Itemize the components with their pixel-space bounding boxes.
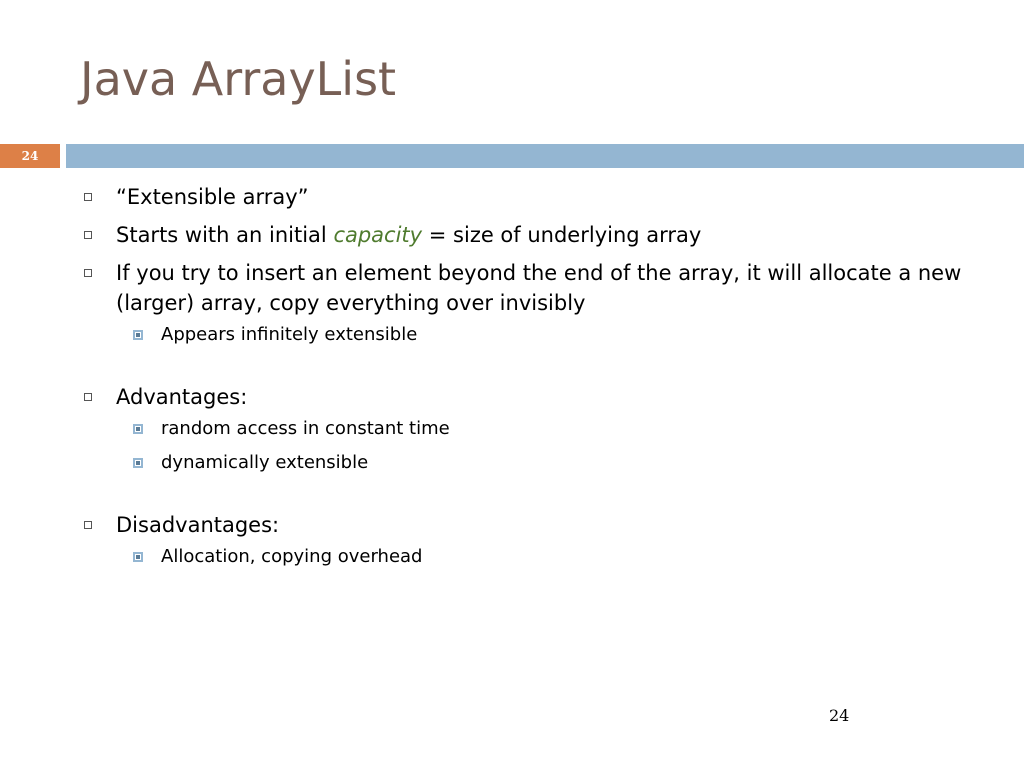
sub-bullet-dynamically-extensible: [161, 450, 980, 476]
bullet-text-suffix: = size of underlying array: [422, 223, 702, 247]
sub-bullet-square-icon: [133, 330, 143, 340]
sub-bullet-square-icon: [133, 458, 143, 468]
capacity-term: capacity: [333, 223, 423, 247]
bullet-square-icon: [84, 521, 92, 529]
bullet-initial-capacity: [80, 220, 980, 250]
sub-bullet-random-access: [161, 416, 980, 442]
bullet-text: “Extensible array”: [116, 185, 309, 209]
sub-bullet-list: [116, 544, 980, 570]
bullet-text: If you try to insert an element beyond the end of the array, it will allocate a new (larger) array, copy everything over invisibly: [116, 261, 962, 315]
bullet-text: Advantages:: [116, 385, 248, 409]
bullet-square-icon: [84, 269, 92, 277]
sub-bullet-text: Appears infinitely extensible: [161, 324, 418, 345]
sub-bullet-text: random access in constant time: [161, 418, 450, 439]
bullet-advantages: [80, 382, 980, 476]
sub-bullet-square-icon: [133, 552, 143, 562]
bullet-text-prefix: Starts with an initial: [116, 223, 334, 247]
sub-bullet-appears-extensible: [161, 322, 980, 348]
title-divider-bar: [66, 144, 1024, 168]
bullet-square-icon: [84, 193, 92, 201]
sub-bullet-list: [116, 416, 980, 476]
bullet-list: [80, 182, 980, 570]
sub-bullet-square-icon: [133, 424, 143, 434]
sub-bullet-list: [116, 322, 980, 348]
bullet-text: Disadvantages:: [116, 513, 280, 537]
bullet-disadvantages: [80, 510, 980, 570]
sub-bullet-allocation-overhead: [161, 544, 980, 570]
slide-title: Java ArrayList: [80, 52, 397, 106]
bullet-square-icon: [84, 231, 92, 239]
sub-bullet-text: Allocation, copying overhead: [161, 546, 423, 567]
bullet-square-icon: [84, 393, 92, 401]
slide-number-badge: 24: [0, 144, 60, 168]
bullet-insert-beyond-end: [80, 258, 980, 348]
page-number: 24: [829, 706, 850, 725]
bullet-extensible-array: [80, 182, 980, 212]
sub-bullet-text: dynamically extensible: [161, 452, 369, 473]
